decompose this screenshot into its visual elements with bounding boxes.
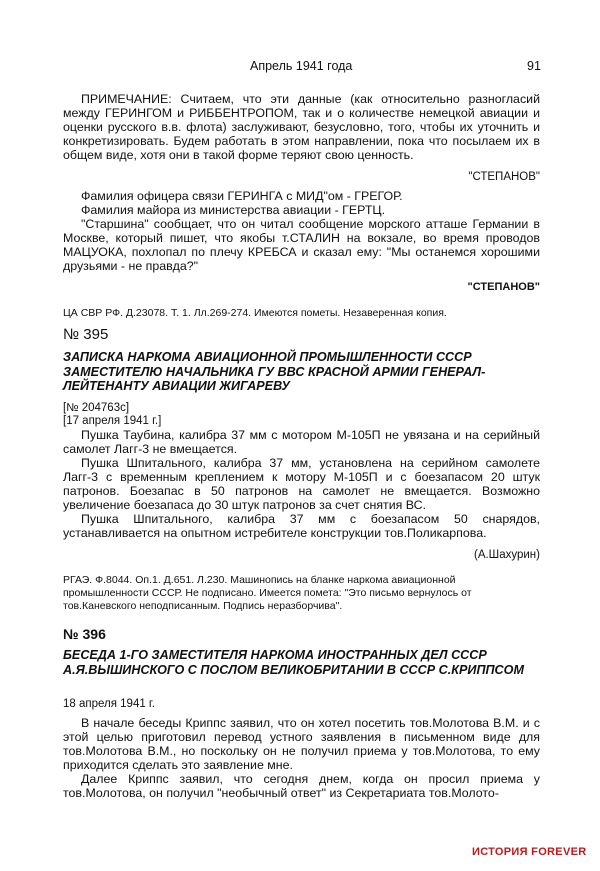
signature-stepanov-1: "СТЕПАНОВ" — [468, 171, 540, 183]
body-paragraph: Пушка Шпитального, калибра 37 мм с боезапасом 50 снарядов, устанавливается на опытном истребителе конструкции тов.Поликарпова. — [63, 512, 540, 540]
body-paragraph: Пушка Шпитального, калибра 37 мм, установлена на серийном самолете Лагг-3 с временным креплением к мотору М-105П и с боезапасом 20 штук патронов. Боезапас в 50 патронов на самолет не вмещается. Возможно увеличение боезапаса до 30 штук патронов за счет снятия ВС. — [63, 456, 540, 512]
note-paragraph: ПРИМЕЧАНИЕ: Считаем, что эти данные (как относительно разногласий между ГЕРИНГОМ и РИББЕНТРОПОМ, так и о количестве немецкой авиации и оценки русского в.в. флота) заслуживают, безусловно, того, чтобы их уточнить и конкретизировать. Будем работать в этом направлении, пока что посылаем их в общем виде, хотя они в такой форме теряют свою ценность. — [63, 92, 540, 162]
body-paragraph: Пушка Таубина, калибра 37 мм с мотором М-105П не увязана и на серийный самолет Лагг-3 не вмещается. — [63, 428, 540, 456]
document-number-395: № 395 — [63, 326, 109, 343]
document-body-395 — [63, 428, 540, 540]
body-paragraph: Далее Криппс заявил, что сегодня днем, когда он просил приема у тов.Молотова, он получил "необычный ответ" из Секретариата тов.Молото- — [63, 772, 540, 800]
document-title-395: ЗАПИСКА НАРКОМА АВИАЦИОННОЙ ПРОМЫШЛЕННОСТИ СССР ЗАМЕСТИТЕЛЮ НАЧАЛЬНИКА ГУ ВВС КРАСНОЙ АРМИИ ГЕНЕРАЛ-ЛЕЙТЕНАНТУ АВИАЦИИ ЖИГАРЕВУ — [63, 350, 486, 393]
names-block — [63, 189, 540, 273]
names-line: Фамилия офицера связи ГЕРИНГА с МИД"ом - ГРЕГОР. — [81, 189, 403, 203]
document-ref-395: [№ 204763с] — [63, 402, 130, 414]
document-body-396 — [63, 716, 540, 800]
names-line: Фамилия майора из министерства авиации - ГЕРТЦ. — [81, 203, 386, 217]
archive-reference-1: ЦА СВР РФ. Д.23078. Т. 1. Лл.269-274. Имеются пометы. Незаверенная копия. — [63, 307, 447, 319]
document-date-396: 18 апреля 1941 г. — [63, 698, 155, 710]
running-header-title: Апрель 1941 года — [250, 59, 353, 73]
names-line: "Старшина" сообщает, что он читал сообщение морского атташе Германии в Москве, который пишет, что якобы т.СТАЛИН на вокзале, во время проводов МАЦУОКА, похлопал по плечу КРЕБСА и сказал ему: "Мы останемся хорошими друзьями - не правда?" — [63, 217, 540, 273]
signature-stepanov-2: "СТЕПАНОВ" — [467, 281, 540, 293]
watermark-brand: ИСТОРИЯ FOREVER — [472, 846, 587, 858]
document-title-396: БЕСЕДА 1-ГО ЗАМЕСТИТЕЛЯ НАРКОМА ИНОСТРАННЫХ ДЕЛ СССР А.Я.ВЫШИНСКОГО С ПОСЛОМ ВЕЛИКОБРИТАНИИ В СССР С.КРИППСОМ — [63, 648, 524, 677]
document-number-396: № 396 — [63, 626, 106, 642]
document-date-395: [17 апреля 1941 г.] — [63, 415, 162, 427]
body-paragraph: В начале беседы Криппс заявил, что он хотел посетить тов.Молотова В.М. и с этой целью приготовил перевод устного заявления в письменном виде для тов.Молотова В.М., но поскольку он не получил приема у тов.Молотова, то ему приходится сделать это заявление мне. — [63, 716, 540, 772]
page-number: 91 — [527, 59, 541, 73]
archive-reference-395: РГАЭ. Ф.8044. Оп.1. Д.651. Л.230. Машинопись на бланке наркома авиационной промышленности СССР. Не подписано. Имеется помета: "Это письмо вернулось от тов.Каневского неподписанным. Подпись неразборчива". — [63, 574, 472, 612]
signature-shakhurin: (А.Шахурин) — [473, 549, 540, 561]
